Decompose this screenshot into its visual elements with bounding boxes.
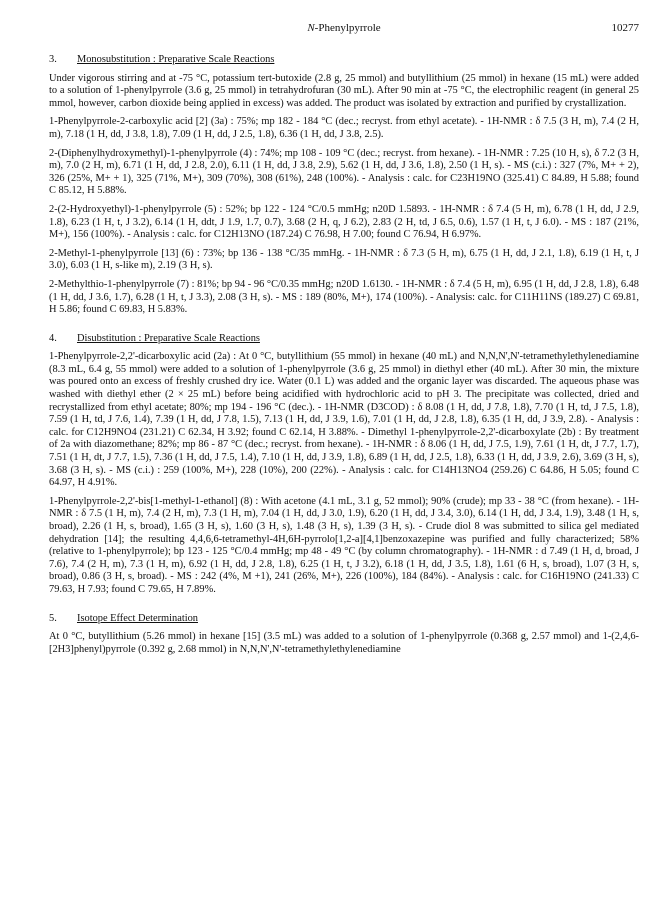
running-title: N-Phenylpyrrole xyxy=(307,22,381,34)
section-heading: 4. Disubstitution : Preparative Scale Reactions xyxy=(49,332,260,344)
section-heading: 3. Monosubstitution : Preparative Scale Reactions xyxy=(49,54,275,65)
paragraph: 2-(2-Hydroxyethyl)-1-phenylpyrrole (5) : 52%; bp 122 - 124 °C/0.5 mmHg; n20D 1.5893. - 1H-NMR : δ 7.4 (5 H, m), 6.78 (1 H, dd, J 2.9, 1.8), 6.23 (1 H, t, J 3.2), 6.14 (1 H, ddt, J 1.9, 1.7, 0.7), 3.68 (2 H, q, J 6.2), 2.83 (2 H, td, J 6.5, 0.6), 1.57 (1 H, t, J 6.0). - MS : 187 (21%, M+), 156 (100%). - Analysis : calc. for C12H13NO (187.24) C 76.98, H 7.00; found C 76.94, H 6.97%. xyxy=(49,203,639,241)
section-4 xyxy=(49,333,639,597)
paragraph: 2-Methylthio-1-phenylpyrrole (7) : 81%; bp 94 - 96 °C/0.35 mmHg; n20D 1.6130. - 1H-NMR : δ 7.4 (5 H, m), 6.95 (1 H, dd, J 2.8, 1.8), 6.48 (1 H, dd, J 3.6, 1.7), 6.28 (1 H, t, J 3.3), 2.08 (3 H, s). - MS : 189 (80%, M+), 174 (100%). - Analysis: calc. for C11H11NS (189.27) C 69.81, H 5.86; found C 69.83, H 5.83%. xyxy=(49,278,639,316)
paragraph: 2-Methyl-1-phenylpyrrole [13] (6) : 73%; bp 136 - 138 °C/35 mmHg. - 1H-NMR : δ 7.3 (5 H, m), 6.75 (1 H, dd, J 2.1, 1.8), 6.19 (1 H, t, J 3.0), 6.03 (1 H, s-like m), 2.19 (3 H, s). xyxy=(49,247,639,272)
paragraph: 1-Phenylpyrrole-2-carboxylic acid [2] (3a) : 75%; mp 182 - 184 °C (dec.; recryst. from ethyl acetate). - 1H-NMR : δ 7.5 (3 H, m), 7.4 (2 H, m), 7.18 (1 H, dd, J 3.8, 1.8), 7.09 (1 H, dd, J 2.5, 1.8), 6.36 (1 H, dd, J 3.8, 2.5). xyxy=(49,116,639,140)
paragraph: At 0 °C, butyllithium (5.26 mmol) in hexane [15] (3.5 mL) was added to a solution of 1-phenylpyrrole (0.368 g, 2.57 mmol) and 1-(2,4,6-[2H3]phenyl)pyrrole (0.392 g, 2.68 mmol) in N,N,N',N'-tetramethylethylenediamine xyxy=(49,631,639,655)
section-3 xyxy=(49,54,639,317)
page xyxy=(49,22,639,662)
paragraph: 1-Phenylpyrrole-2,2'-dicarboxylic acid (2a) : At 0 °C, butyllithium (55 mmol) in hexane (40 mL) and N,N,N',N'-tetramethylethylenediamine (8.3 mL, 6.4 g, 55 mmol) were added to a solution of 1-phenylpyrrole (3.6 g, 25 mmol) in diethyl ether (40 mL). After 30 min, the mixture was poured onto an excess of freshly crushed dry ice. Water (0.1 L) was added and the organic layer was discarded. The aqueous phase was washed with diethyl ether (2 × 25 mL) before being acidified with hydrochloric acid to pH 3. The precipitate was collected, dried and recrystallized from ethyl acetate; 80%; mp 194 - 196 °C (dec.). - 1H-NMR (D3COD) : δ 8.08 (1 H, dd, J 7.8, 1.8), 7.70 (1 H, td, J 7.5, 1.8), 7.59 (1 H, td, J 7.6, 1.4), 7.39 (1 H, dd, J 7.8, 1.5), 7.13 (1 H, dd, J 3.9, 1.6), 7.01 (1 H, dd, J 2.8, 1.8), 6.35 (1 H, dd, J 3.9, 2.8). - Analysis : calc. for C12H9NO4 (231.21) C 62.34, H 3.92; found C 62.14, H 3.88%. - Dimethyl 1-phenylpyrrole-2,2'-dicarboxylate (2b) : By treatment of 2a with diazomethane; 82%; mp 86 - 87 °C (dec.; recryst. from hexane). - 1H-NMR : δ 8.06 (1 H, dd, J 7.5, 1.9), 7.61 (1 H, dt, J 7.7, 1.7), 7.51 (1 H, dt, J 7.7, 1.5), 7.36 (1 H, dd, J 7.5, 1.4), 7.10 (1 H, dd, J 3.9, 1.8), 6.89 (1 H, dd, J 2.5, 1.8), 6.33 (1 H, dd, J 3.9, 2.6), 3.69 (3 H, s), 3.68 (3 H, s). - MS (c.i.) : 259 (100%, M+), 228 (10%), 200 (22%). - Analysis : calc. for C14H13NO4 (259.26) C 64.86, H 5.05; found C 64.97, H 4.91%. xyxy=(49,351,639,489)
paragraph: 2-(Diphenylhydroxymethyl)-1-phenylpyrrole (4) : 74%; mp 108 - 109 °C (dec.; recryst. from hexane). - 1H-NMR : 7.25 (10 H, s), δ 7.2 (3 H, m), 7.0 (2 H, m), 6.71 (1 H, dd, J 2.8, 2.0), 6.11 (1 H, dd, J 3.8, 2.9), 5.62 (1 H, dd, J 3.6, 1.8), 2.50 (1 H, s). - MS (c.i.) : 327 (7%, M+ + 2), 326 (25%, M+ + 1), 325 (71%, M+), 309 (70%), 308 (61%), 248 (100%). - Analysis : calc. for C23H19NO (325.41) C 84.89, H 5.88; found C 85.12, H 5.88%. xyxy=(49,147,639,197)
section-heading: 5. Isotope Effect Determination xyxy=(49,612,198,624)
running-header xyxy=(49,22,639,38)
paragraph: Under vigorous stirring and at -75 °C, potassium tert-butoxide (2.8 g, 25 mmol) and butyllithium (25 mmol) in hexane (15 mL) were added to a solution of 1-phenylpyrrole (3.6 g, 25 mmol) in tetrahydrofuran (30 mL). After 90 min at -75 °C, the electrophilic reagent (in general 25 mmol, however, carbon dioxide being applied in excess) was added. The product was isolated by extraction and purified by crystallization. xyxy=(49,72,639,109)
section-5 xyxy=(49,613,639,657)
paragraph: 1-Phenylpyrrole-2,2'-bis[1-methyl-1-ethanol] (8) : With acetone (4.1 mL, 3.1 g, 52 mmol); 90% (crude); mp 33 - 38 °C (from hexane). - 1H-NMR : δ 7.5 (1 H, m), 7.4 (2 H, m), 7.3 (1 H, m), 7.04 (1 H, dd, J 3.0, 1.9), 6.20 (1 H, dd, J 3.4, 3.0), 6.14 (1 H, dd, J 3.4, 1.9), 3.48 (1 H, s, broad), 2.26 (1 H, s, broad), 1.65 (3 H, s), 1.60 (3 H, s), 1.48 (3 H, s), 1.39 (3 H, s). - Crude diol 8 was submitted to silica gel mediated dehydration [14]; the resulting 4,4,6,6-tetramethyl-4H,6H-pyrrolo[1,2-a][4,1]benzoxazepine was purified and fully characterized; 58% (relative to 1-phenylpyrrole); bp 123 - 125 °C/0.4 mmHg; mp 48 - 49 °C (by column chromatography). - 1H-NMR : d 7.49 (1 H, d, broad, J 7.6), 7.4 (2 H, m), 7.3 (1 H, m), 6.92 (1 H, dd, J 2.8, 1.8), 6.25 (1 H, t, J 3.2), 6.18 (1 H, dd, J 3.5, 1.8), 1.61 (6 H, s, broad), 1.07 (3 H, s, broad), 0.86 (3 H, s, broad). - MS : 242 (4%, M +1), 241 (26%, M+), 226 (100%), 184 (84%). - Analysis : calc. for C16H19NO (241.33) C 79.63, H 7.93; found C 79.65, H 7.89%. xyxy=(49,495,639,595)
page-number: 10277 xyxy=(611,22,639,34)
